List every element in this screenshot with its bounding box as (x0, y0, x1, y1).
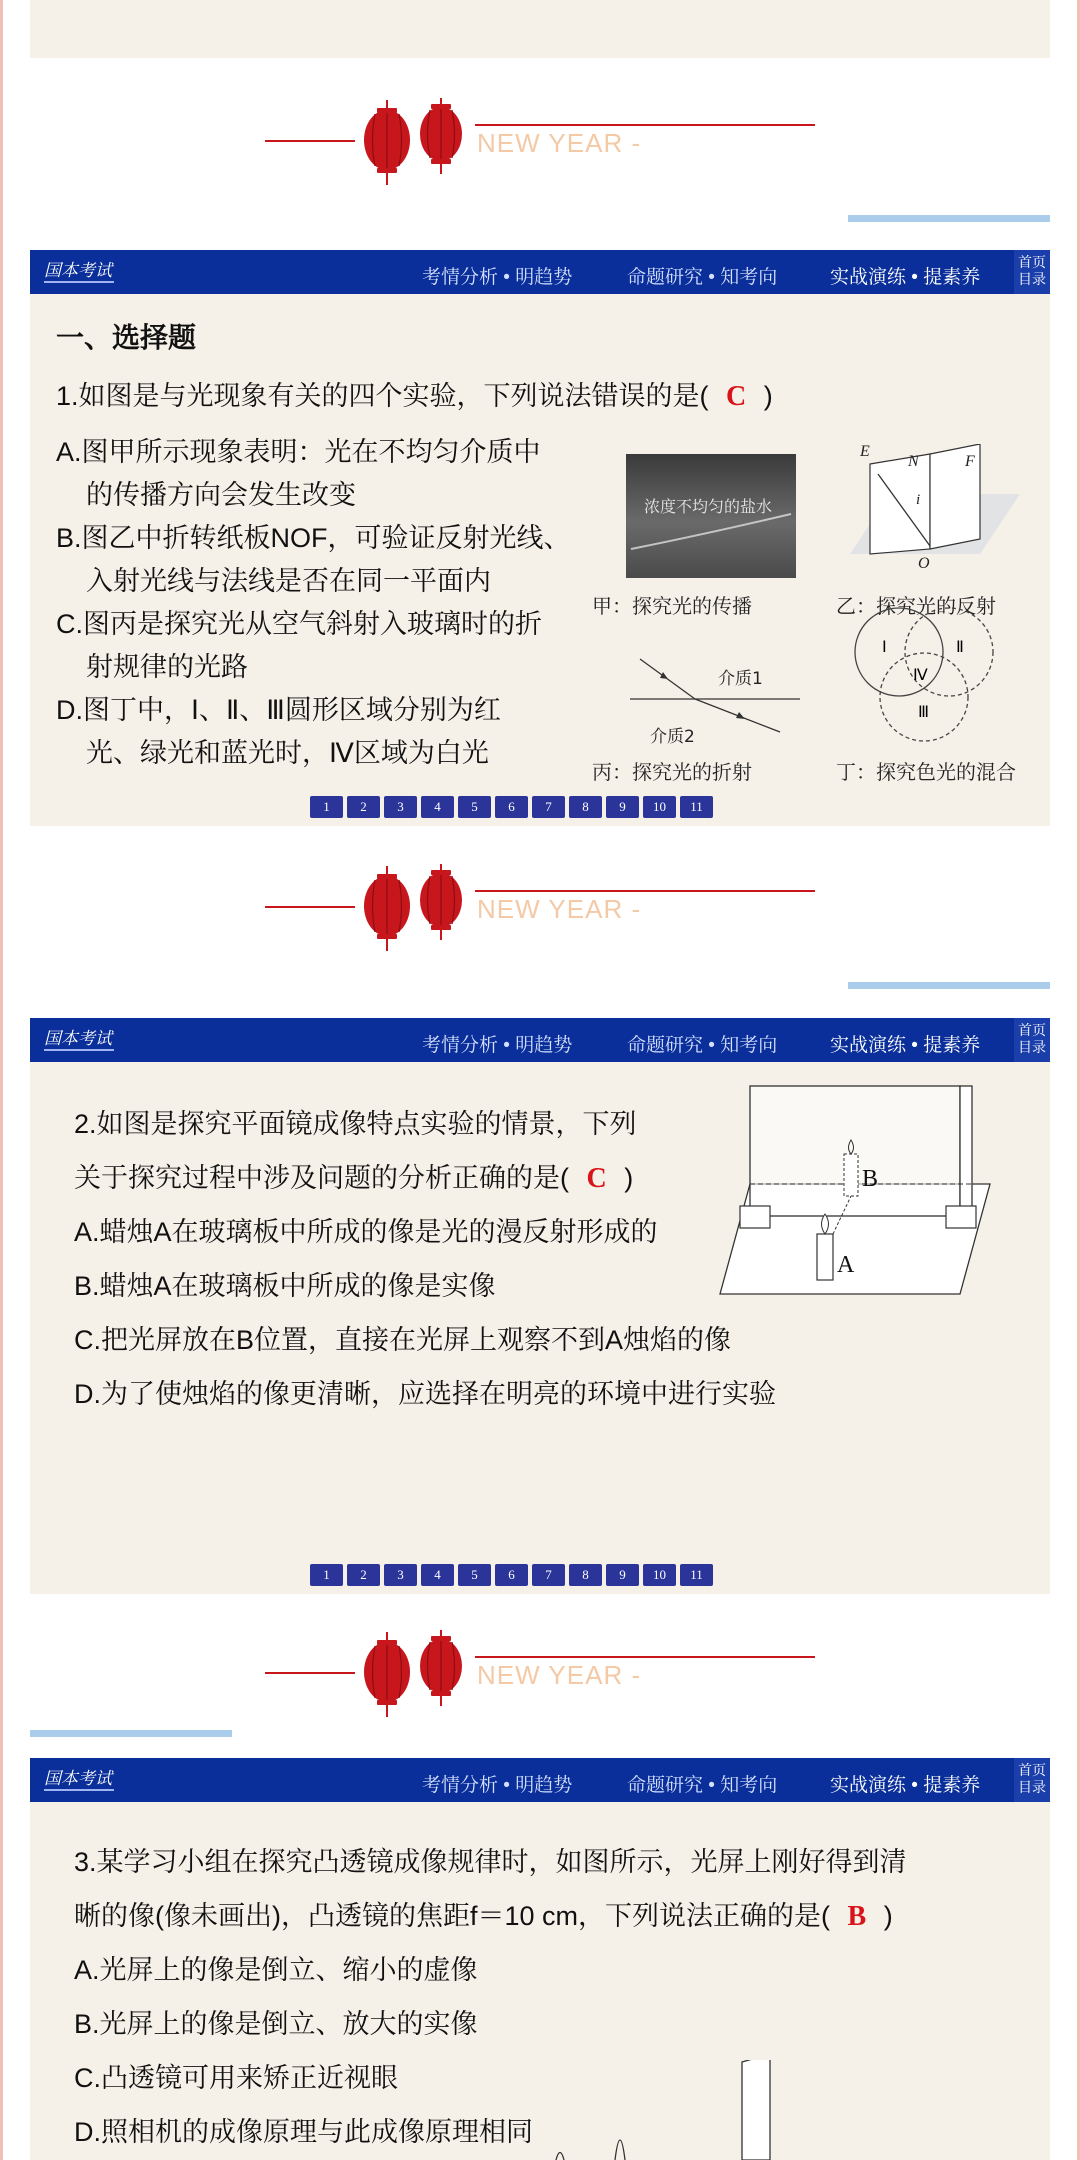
nav-question-research[interactable]: 命题研究 • 知考向 (627, 267, 778, 288)
new-year-divider (0, 846, 1080, 946)
lantern-icon (362, 1630, 472, 1720)
page-6[interactable]: 6 (495, 1564, 528, 1586)
logo-icon (42, 256, 142, 288)
divider-line-right (475, 1656, 815, 1658)
svg-text:Ⅲ: Ⅲ (918, 704, 930, 721)
nav-practice[interactable]: 实战演练 • 提素养 (830, 1775, 981, 1796)
question-1-text: 1.如图是与光现象有关的四个实验，下列说法错误的是( (56, 381, 709, 411)
nav-question-research[interactable]: 命题研究 • 知考向 (627, 1775, 778, 1796)
page-4[interactable]: 4 (421, 796, 454, 818)
svg-text:i: i (916, 492, 921, 508)
page-5[interactable]: 5 (458, 1564, 491, 1586)
option-d: D.照相机的成像原理与此成像原理相同 (74, 2117, 533, 2147)
svg-text:Ⅱ: Ⅱ (956, 639, 964, 656)
medium-2-label: 介质2 (650, 727, 695, 747)
page-8[interactable]: 8 (569, 796, 602, 818)
slide-question-3 (30, 1758, 1050, 2160)
option-b-line1: B.图乙中折转纸板NOF，可验证反射光线、 (56, 523, 571, 553)
blue-accent-strip (848, 982, 1050, 989)
divider-line-right (475, 890, 815, 892)
caption-jia: 甲：探究光的传播 (592, 594, 752, 618)
page-11[interactable]: 11 (680, 796, 713, 818)
slide-header (30, 250, 1050, 294)
new-year-divider (0, 80, 1080, 180)
figure-yi-reflection (830, 444, 1030, 574)
question-3-text: 晰的像(像未画出)，凸透镜的焦距f＝10 cm，下列说法正确的是( (74, 1901, 830, 1931)
page-3[interactable]: 3 (384, 1564, 417, 1586)
question-2-line2 (74, 1156, 633, 1195)
home-label: 首页 (1018, 1022, 1046, 1038)
page-11[interactable]: 11 (680, 1564, 713, 1586)
directory-label: 目录 (1018, 271, 1046, 287)
page-9[interactable]: 9 (606, 1564, 639, 1586)
option-b: B.光屏上的像是倒立、放大的实像 (74, 2009, 478, 2039)
page-6[interactable]: 6 (495, 796, 528, 818)
option-d-line2: 光、绿光和蓝光时，Ⅳ区域为白光 (86, 738, 489, 768)
option-c: C.把光屏放在B位置，直接在光屏上观察不到A烛焰的像 (74, 1325, 732, 1355)
option-c-line1: C.图丙是探究光从空气斜射入玻璃时的折 (56, 609, 542, 639)
figure-plane-mirror (710, 1084, 1000, 1314)
left-frame-edge (0, 0, 3, 2160)
page-2[interactable]: 2 (347, 1564, 380, 1586)
blue-accent-strip (848, 215, 1050, 222)
page-navigator (310, 796, 713, 818)
medium-1-label: 介质1 (718, 669, 763, 689)
page-10[interactable]: 10 (643, 1564, 676, 1586)
question-2-line1: 2.如图是探究平面镜成像特点实验的情景，下列 (74, 1109, 637, 1139)
new-year-text: NEW YEAR - (477, 1660, 642, 1690)
svg-text:国本考试: 国本考试 (44, 1769, 112, 1789)
svg-text:E: E (860, 444, 870, 460)
svg-text:国本考试: 国本考试 (44, 1029, 112, 1049)
home-label: 首页 (1018, 1762, 1046, 1778)
divider-line-left (265, 140, 355, 142)
directory-label: 目录 (1018, 1039, 1046, 1055)
caption-yi: 乙：探究光的反射 (836, 594, 996, 618)
svg-text:A: A (837, 1252, 855, 1278)
nav-exam-analysis[interactable]: 考情分析 • 明趋势 (422, 267, 573, 288)
page-1[interactable]: 1 (310, 1564, 343, 1586)
page-1[interactable]: 1 (310, 796, 343, 818)
answer-mark: C (586, 1163, 607, 1194)
question-1-close: ) (763, 381, 773, 411)
question-2-close: ) (624, 1163, 634, 1193)
page-2[interactable]: 2 (347, 796, 380, 818)
option-a-line2: 的传播方向会发生改变 (86, 480, 356, 510)
page-10[interactable]: 10 (643, 796, 676, 818)
svg-text:N: N (908, 453, 919, 470)
figure-convex-lens-setup (530, 2060, 790, 2160)
svg-text:O: O (918, 555, 930, 572)
section-title: 一、选择题 (56, 322, 197, 353)
caption-bing: 丙：探究光的折射 (592, 760, 752, 784)
question-3-line2 (74, 1894, 893, 1933)
lantern-icon (362, 98, 472, 188)
option-a-line1: A.图甲所示现象表明：光在不均匀介质中 (56, 437, 541, 467)
page-7[interactable]: 7 (532, 796, 565, 818)
option-d: D.为了使烛焰的像更清晰，应选择在明亮的环境中进行实验 (74, 1379, 776, 1409)
svg-text:Ⅰ: Ⅰ (882, 639, 887, 656)
page-4[interactable]: 4 (421, 1564, 454, 1586)
home-directory-button[interactable] (1014, 1018, 1050, 1062)
blue-accent-strip (30, 1730, 232, 1737)
directory-label: 目录 (1018, 1779, 1046, 1795)
new-year-divider (0, 1612, 1080, 1712)
answer-mark: B (847, 1901, 867, 1932)
figure-ding-color-mixing (844, 602, 1004, 752)
home-label: 首页 (1018, 254, 1046, 270)
logo-icon (42, 1764, 142, 1796)
option-d-line1: D.图丁中，Ⅰ、Ⅱ、Ⅲ圆形区域分别为红 (56, 695, 501, 725)
svg-text:B: B (862, 1166, 879, 1192)
svg-text:Ⅳ: Ⅳ (913, 667, 928, 684)
page-7[interactable]: 7 (532, 1564, 565, 1586)
divider-line-left (265, 906, 355, 908)
home-directory-button[interactable] (1014, 250, 1050, 294)
page-5[interactable]: 5 (458, 796, 491, 818)
option-a: A.光屏上的像是倒立、缩小的虚像 (74, 1955, 478, 1985)
lantern-icon (362, 864, 472, 954)
page-3[interactable]: 3 (384, 796, 417, 818)
photo-caption-text: 浓度不均匀的盐水 (644, 497, 773, 516)
question-3-line1: 3.某学习小组在探究凸透镜成像规律时，如图所示，光屏上刚好得到清 (74, 1847, 907, 1877)
previous-slide-bottom (30, 0, 1050, 58)
nav-practice[interactable]: 实战演练 • 提素养 (830, 267, 981, 288)
question-3-close: ) (883, 1901, 893, 1931)
slide-question-2 (30, 1018, 1050, 1594)
slide-question-1 (30, 250, 1050, 826)
page-navigator (310, 1564, 713, 1586)
option-b: B.蜡烛A在玻璃板中所成的像是实像 (74, 1271, 496, 1301)
slide-header (30, 1758, 1050, 1802)
nav-practice[interactable]: 实战演练 • 提素养 (830, 1035, 981, 1056)
figure-jia-photo (626, 454, 796, 578)
question-2-text: 关于探究过程中涉及问题的分析正确的是( (74, 1163, 569, 1193)
light-beam (626, 454, 796, 578)
option-b-line2: 入射光线与法线是否在同一平面内 (86, 566, 491, 596)
page-8[interactable]: 8 (569, 1564, 602, 1586)
svg-text:F: F (965, 453, 975, 470)
option-c: C.凸透镜可用来矫正近视眼 (74, 2063, 398, 2093)
divider-line-right (475, 124, 815, 126)
page-9[interactable]: 9 (606, 796, 639, 818)
home-directory-button[interactable] (1014, 1758, 1050, 1802)
nav-exam-analysis[interactable]: 考情分析 • 明趋势 (422, 1035, 573, 1056)
logo-icon (42, 1024, 142, 1056)
caption-ding: 丁：探究色光的混合 (836, 760, 1016, 784)
option-a: A.蜡烛A在玻璃板中所成的像是光的漫反射形成的 (74, 1217, 658, 1247)
new-year-text: NEW YEAR - (477, 894, 642, 924)
nav-question-research[interactable]: 命题研究 • 知考向 (627, 1035, 778, 1056)
new-year-text: NEW YEAR - (477, 128, 642, 158)
nav-exam-analysis[interactable]: 考情分析 • 明趋势 (422, 1775, 573, 1796)
slide-header (30, 1018, 1050, 1062)
answer-mark: C (726, 381, 747, 412)
svg-text:国本考试: 国本考试 (44, 261, 112, 281)
divider-line-left (265, 1672, 355, 1674)
option-c-line2: 射规律的光路 (86, 652, 248, 682)
question-1-stem (56, 374, 773, 413)
